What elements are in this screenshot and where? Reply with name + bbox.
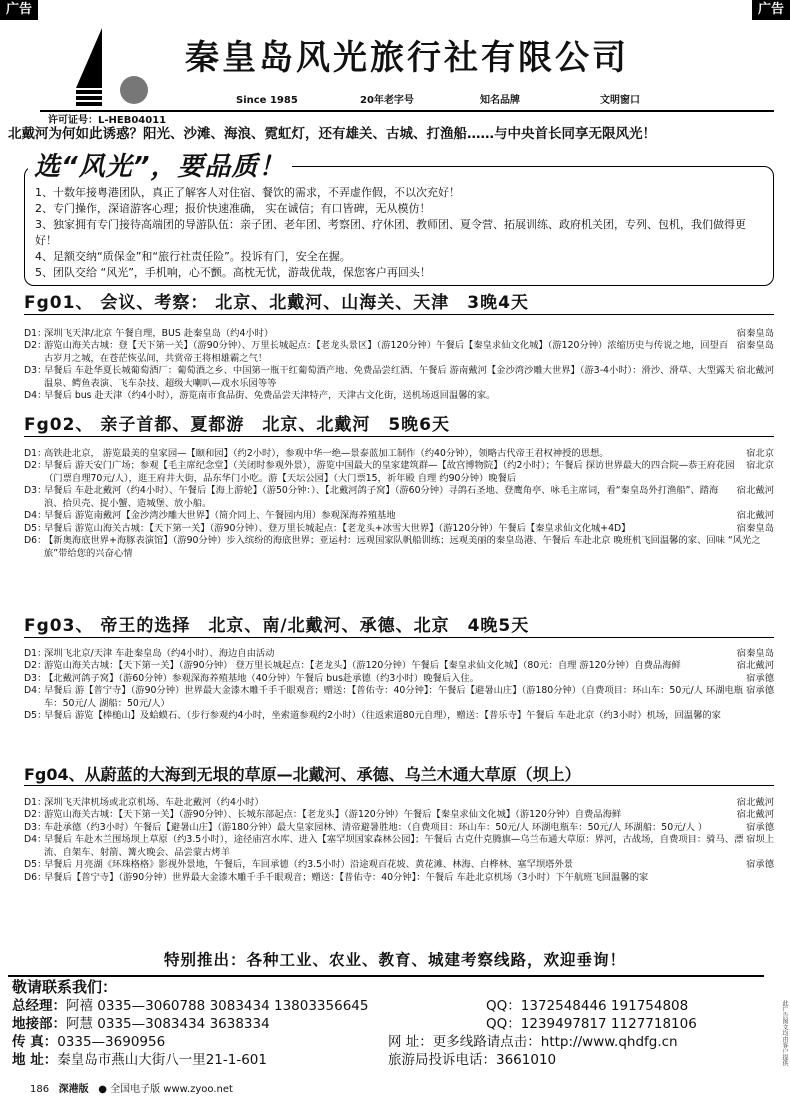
day-text: 早餐后 车赴华夏长城葡萄酒厂：葡萄酒之乡、中国第一瓶干红葡萄酒产地、免费品尝红酒、午餐后 游南戴河【金沙湾沙雕大世界】（游3-4小时）：滑沙、滑草、大型露天温泉、鳄鱼表演、飞车杂技、超级大喇叭—戏水乐园等等 <box>44 365 735 389</box>
day-row <box>24 673 774 685</box>
edition: 深港版 <box>58 1084 89 1095</box>
day-label: D2： <box>24 809 47 821</box>
contact-ops <box>12 1016 270 1034</box>
day-row <box>24 523 774 535</box>
day-text: 游览山海关古城：登【天下第一关】（游90分钟）、万里长城起点：【老龙头景区】（游120分钟）午餐后【秦皇求仙文化城】（游120分钟）浓缩历史与传说之地，回望百古岁月之城，在苍茫恢弘间，共赏帝王将相雄霸之气！ <box>44 340 729 364</box>
day-row <box>24 872 774 884</box>
point-2: 2、专门操作，深谙游客心理；报价快速准确， 实在诚信；有口皆碑，无从模仿！ <box>35 201 431 215</box>
day-row <box>24 834 774 859</box>
header-rule <box>40 110 774 112</box>
day-label: D4： <box>24 510 47 522</box>
day-stay: 宿北戴河 <box>736 809 774 821</box>
day-label: D1： <box>24 648 47 659</box>
day-stay: 宿秦皇岛 <box>736 522 774 534</box>
day-text: 早餐后 游【普宁寺】（游90分钟）世界最大金漆木雕千手千眼观音；赠送：【普佑寺：40分钟】：午餐后【避暑山庄】（游180分钟）（自费项目：环山车：50元/人 环湖电瓶车：50元/人 湖船：50元/人） <box>44 685 744 709</box>
day-label: D6： <box>24 871 47 883</box>
day-stay: 宿承德 <box>746 821 774 833</box>
route-title-fg02: Fg02、 亲子首都、夏都游 北京、北戴河 5晚6天 <box>24 414 774 437</box>
day-row <box>24 648 774 660</box>
day-label: D6： <box>24 535 47 547</box>
day-text: 深圳飞天津机场或北京机场、车赴北戴河（约4小时） <box>44 797 264 808</box>
ops-label: 地接部： <box>12 1016 66 1032</box>
route-days-fg02 <box>24 448 774 560</box>
day-row <box>24 460 774 485</box>
fax-number: 0335—3690956 <box>57 1034 166 1050</box>
day-stay: 宿秦皇岛 <box>736 648 774 659</box>
company-name: 秦皇岛风光旅行社有限公司 <box>185 38 629 78</box>
contact-gm <box>12 998 368 1016</box>
choose-title: 选“风光”，要品质！ <box>28 150 292 184</box>
day-label: D5： <box>24 859 47 871</box>
day-text: 【北戴河鸽子窝】（游60分钟）参观深海养殖基地（40分钟）午餐后 bus赴承德（约3小时）晚餐后入住。 <box>44 672 479 684</box>
day-row <box>24 328 774 340</box>
day-row <box>24 485 774 510</box>
point-3: 3、独家拥有专门接待高端团的导游队伍：亲子团、老年团、考察团、疗休团、教师团、夏令营、拓展训练、政府机关团，专列、包机，我们做得更好！ <box>35 217 746 247</box>
day-stay: 宿北京 <box>746 448 774 459</box>
day-label: D4： <box>24 390 47 402</box>
gm-qq: QQ：1372548446 191754808 <box>486 998 689 1014</box>
day-text: 早餐后 游天安门广场；参观【毛主席纪念堂】（关闭时参观外景），游览中国最大的皇家建筑群—【故宫博物院】（约2小时）；午餐后 探访世界最大的四合院—恭王府花园（门票自理70元/人），逛王府井大街，品东华门小吃。游【天坛公园】（大门票15，祈年殿 自理 约90分钟）晚餐后 <box>44 460 735 484</box>
day-row <box>24 859 774 871</box>
footer <box>30 1083 233 1096</box>
day-stay: 宿北京 <box>746 460 774 472</box>
day-stay: 宿北戴河 <box>736 510 774 522</box>
ad-tag-right: 广告 <box>752 0 790 20</box>
header <box>10 22 780 126</box>
day-label: D1： <box>24 448 47 459</box>
day-label: D2： <box>24 460 47 472</box>
fax-label: 传 真： <box>12 1034 58 1050</box>
tag-civil: 文明窗口 <box>600 95 640 106</box>
point-4: 4、足额交纳“质保金”和“旅行社责任险”。投诉有门，安全在握。 <box>35 249 351 263</box>
ops-phones: 阿慧 0335—3083434 3638334 <box>66 1016 270 1032</box>
day-text: 高铁赴北京， 游览最美的皇家园—【颐和园】（约2小时），参观中华一绝—景泰蓝加工制作（约40分钟），领略古代帝王君权神授的思想。 <box>44 448 609 459</box>
route-title-fg04: Fg04、从蔚蓝的大海到无垠的草原—北戴河、承德、乌兰木通大草原（坝上） <box>24 764 774 786</box>
contact-address <box>12 1052 267 1070</box>
day-text: 早餐后 车赴木兰围场坝上草原（约3.5小时），途径庙宫水库、进入【塞罕坝国家森林公园】；午餐后 古克什克腾旗—乌兰布通大草原：界河，古战场，自费项目：骑马、漂流、自架车、射箭、篝火晚会、品尝蒙古烤羊 <box>44 834 744 858</box>
day-row <box>24 660 774 672</box>
day-label: D4： <box>24 685 47 697</box>
gm-phones: 阿禧 0335—3060788 3083434 13803356645 <box>66 998 369 1014</box>
gm-label: 总经理： <box>12 998 66 1014</box>
special-offer: 特别推出：各种工业、农业、教育、城建考察线路，欢迎垂询！ <box>163 951 626 969</box>
ops-qq: QQ：1239497817 1127718106 <box>486 1016 697 1032</box>
address-text: 秦皇岛市燕山大街八一里21-1-601 <box>57 1052 267 1068</box>
day-text: 深圳飞天津/北京 午餐自理，BUS 赴秦皇岛（约4小时） <box>44 328 274 339</box>
tag-famous: 知名品牌 <box>480 95 520 106</box>
day-stay: 宿秦皇岛 <box>736 340 774 352</box>
day-text: 【新奥海底世界+海豚表演馆】（游90分钟）步入缤纷的海底世界；亚运村：远观国家队帆船训练；远观美丽的秦皇岛港、午餐后 车赴北京 晚班机飞回温馨的家、回味 “风光之旅”带给您的兴奋心情 <box>44 535 761 559</box>
day-row <box>24 797 774 809</box>
route-days-fg03 <box>24 648 774 723</box>
ad-tag-left: 广告 <box>0 0 38 20</box>
day-row <box>24 448 774 460</box>
day-row <box>24 685 774 710</box>
day-row <box>24 710 774 722</box>
day-stay: 宿秦皇岛 <box>736 328 774 339</box>
globe-icon: ● <box>98 1084 107 1095</box>
day-text: 游览山海关古城：【天下第一关】（游90分钟） 登万里长城起点：【老龙头】（游120分钟）午餐后【秦皇求仙文化城】（80元：自理 游120分钟）自费品海鲜 <box>44 660 681 672</box>
day-text: 游览山海关古城：【天下第一关】（游90分钟）、长城东部起点：【老龙头】（游120分钟）午餐后【秦皇求仙文化城】（游120分钟）自费品海鲜 <box>44 809 622 821</box>
tag-since: Since 1985 <box>236 95 298 106</box>
day-label: D3： <box>24 821 47 833</box>
day-stay: 宿北戴河 <box>736 797 774 808</box>
website-link[interactable]: 网 址：更多线路请点击：http://www.qhdfg.cn <box>388 1034 678 1050</box>
day-label: D2： <box>24 340 47 352</box>
day-row <box>24 340 774 365</box>
day-stay: 宿北戴河 <box>736 365 774 377</box>
day-stay: 宿北戴河 <box>736 485 774 497</box>
day-text: 深圳飞北京/天津 车赴秦皇岛（约4小时）、海边自由活动 <box>44 648 275 659</box>
day-stay: 宿承德 <box>746 672 774 684</box>
day-label: D5： <box>24 710 47 722</box>
day-stay: 宿承德 <box>746 859 774 871</box>
day-row <box>24 365 774 390</box>
day-row <box>24 535 774 560</box>
company-logo-icon <box>72 26 162 112</box>
tag-old-brand: 20年老字号 <box>360 95 414 106</box>
contact-block <box>8 975 764 1083</box>
day-stay: 宿坝上 <box>746 834 774 846</box>
day-label: D2： <box>24 660 47 672</box>
route-days-fg01 <box>24 328 774 403</box>
day-text: 早餐后 游览山海关古城：【天下第一关】（游90分钟）、登万里长城起点：【老龙头+冰雪大世界】（游120分钟）午餐后【秦皇求仙文化城+4D】 <box>44 522 631 534</box>
online-edition: 全国电子版 www.zyoo.net <box>110 1084 233 1095</box>
complaint-phone: 旅游局投诉电话：3661010 <box>388 1052 557 1068</box>
day-label: D3： <box>24 672 47 684</box>
day-text: 早餐后 游览南戴河【金沙湾沙雕大世界】（简介同上、午餐园内用）参观深海养殖基地 <box>44 510 396 522</box>
day-row <box>24 809 774 821</box>
contact-fax <box>12 1034 165 1052</box>
license-number: 许可证号：L-HEB04011 <box>48 115 167 126</box>
page-number: 186 <box>30 1084 50 1095</box>
route-title-fg01: Fg01、 会议、考察： 北京、北戴河、山海关、天津 3晚4天 <box>24 292 774 315</box>
day-text: 早餐后 游览【棒槌山】及蛤蟆石、（步行参观约4小时，坐索道参观约2小时）（往返索道80元自理），赠送：【普乐寺】午餐后 车赴北京（约3小时）机场，回温馨的家 <box>44 710 721 722</box>
day-text: 早餐后 月亮湖《环珠格格》影视外景地，午餐后，车回承德（约3.5小时）沿途观百花坡、黄花滩、林海、白桦林、塞罕坝塔外景 <box>44 859 574 871</box>
day-stay: 宿承德 <box>746 685 774 697</box>
route-days-fg04 <box>24 797 774 884</box>
day-row <box>24 510 774 522</box>
day-text: 车赴承德（约3小时）午餐后【避暑山庄】（游180分钟）最大皇家园林、清帝避暑胜地：（自费项目：环山车：50元/人 环湖电瓶车：50元/人 环湖船：50元/人 ） <box>44 821 708 833</box>
day-label: D1： <box>24 797 47 808</box>
day-row <box>24 822 774 834</box>
contact-heading: 敬请联系我们： <box>12 978 118 996</box>
day-label: D4： <box>24 834 47 846</box>
day-row <box>24 390 774 402</box>
day-label: D5： <box>24 522 47 534</box>
day-label: D3： <box>24 485 47 497</box>
day-text: 早餐后 车赴北戴河（约4小时）、午餐后【海上游轮】（游50分钟：）、【北戴河鸽子窝】（游60分钟）寻鸽石圣地、登鹰角亭、咏毛主席词，看“秦皇岛外打渔船”、踏海浪、拾贝壳、捉小蟹、造城堡、放小船。 <box>44 485 719 509</box>
point-1: 1、十数年接粤港团队，真正了解客人对住宿、餐饮的需求，不弄虚作假，不以次充好！ <box>35 186 460 199</box>
day-text: 早餐后【普宁寺】（游90分钟）世界最大金漆木雕千手千眼观音；赠送：【普佑寺：40分钟】：午餐后 车赴北京机场（3小时）下午航班飞回温馨的家 <box>44 871 649 883</box>
day-text: 早餐后 bus 赴天津（约4小时），游览南市食品街、免费品尝天津特产，天津古文化街，送机场返回温馨的家。 <box>44 390 496 402</box>
day-stay: 宿北戴河 <box>736 660 774 672</box>
route-title-fg03: Fg03、 帝王的选择 北京、南/北戴河、承德、北京 4晚5天 <box>24 615 774 638</box>
addr-label: 地 址： <box>12 1052 58 1068</box>
point-5: 5、团队交给 “风光”，手机响，心不颤。高枕无忧，游哉优哉，保您客户再回头！ <box>35 265 431 279</box>
day-label: D1： <box>24 328 47 339</box>
day-label: D3： <box>24 365 47 377</box>
side-note: 此广告图文均由客户提供 <box>781 1000 788 1066</box>
slogan: 北戴河为何如此诱惑？阳光、沙滩、海浪、霓虹灯，还有雄关、古城、打渔船……与中央首长同享无限风光！ <box>8 126 656 142</box>
